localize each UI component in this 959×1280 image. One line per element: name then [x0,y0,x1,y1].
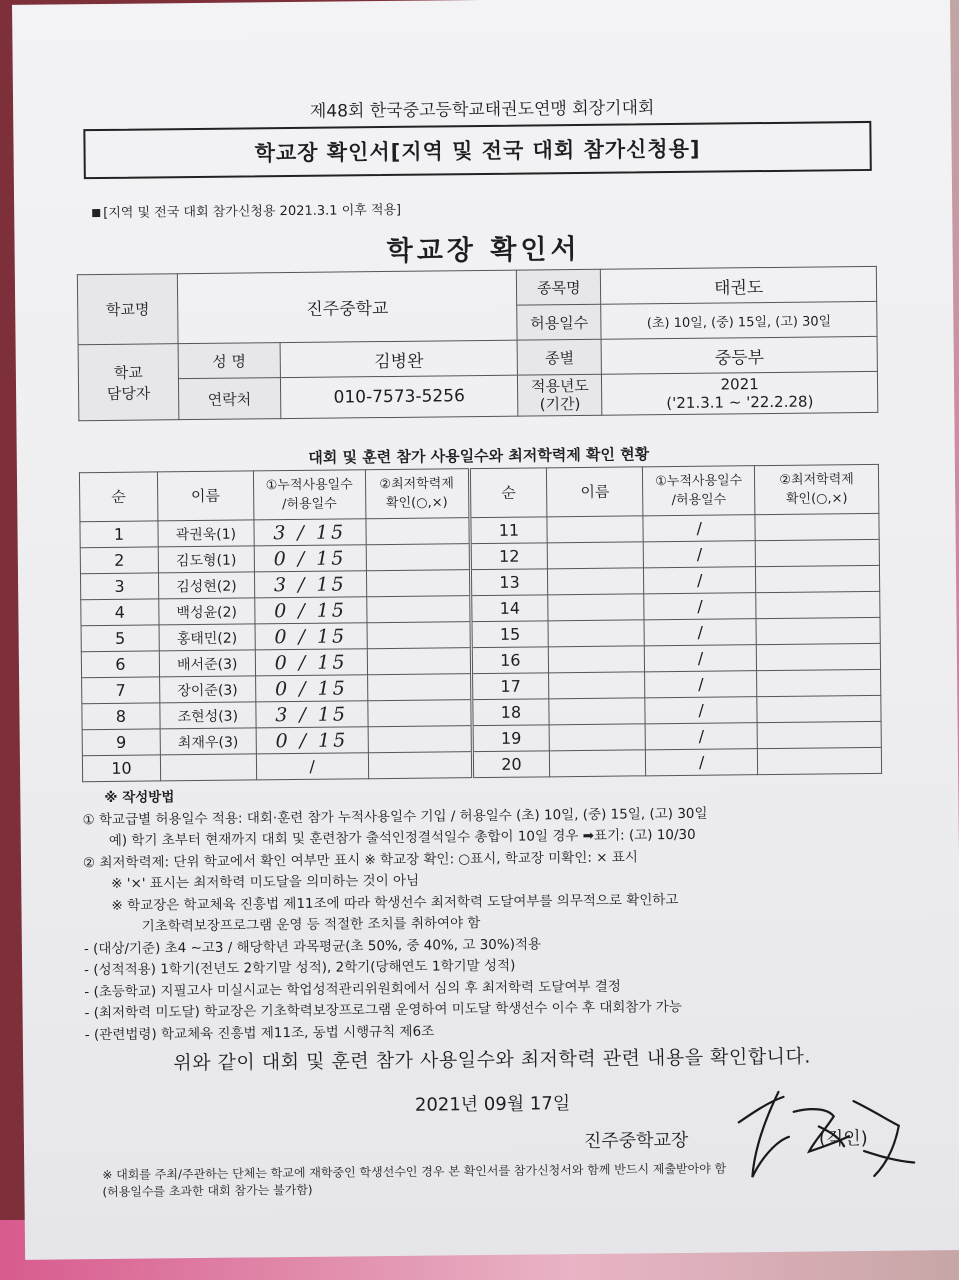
writing-method [82,780,895,1046]
row-name: 김성현(2) [158,572,254,599]
manager-label: 학교 담당자 [78,344,179,421]
document-date: 2021년 09월 17일 [414,1093,571,1116]
row-academic [367,622,471,649]
contact-label: 연락처 [178,378,280,420]
boxed-title: 학교장 확인서[지역 및 전국 대회 참가신청용] [83,121,871,179]
footnote-line: (허용일수를 초과한 대회 참가는 불가함) [102,1182,313,1200]
method-line: - (최저학력 미도달) 학교장은 기초학력보장프로그램 운영하여 미도달 학생선수 이수 후 대회참가 가능 [84,998,682,1022]
row-name [549,672,645,699]
participation-table [79,464,882,782]
row-academic [757,669,881,696]
row-name: 조현성(3) [160,702,256,729]
row-no: 5 [81,625,159,652]
year-label: 적용년도 (기간) [518,374,602,416]
allowed-value: (초) 10일, (중) 15일, (고) 30일 [601,301,877,339]
row-name: 곽권욱(1) [158,520,254,547]
row-academic [368,752,472,779]
row-name [548,620,644,647]
document-title: 학교장 확인서 [386,233,581,268]
school-value: 진주중학교 [177,270,517,344]
document-paper [12,0,959,1260]
row-name [548,542,644,569]
official-seal-label: (직인) [818,1128,868,1150]
row-name: 백성윤(2) [159,598,255,625]
row-name: 김도형(1) [158,546,254,573]
col-name: 이름 [157,471,253,521]
row-academic [367,648,471,675]
square-bullet-icon [92,209,100,217]
row-name: 장이준(3) [159,676,255,703]
row-name [548,594,644,621]
col-no-right: 순 [469,468,547,518]
row-academic [756,617,880,644]
footnote-line: ※ 대회를 주최/주관하는 단체는 학교에 재학중인 학생선수인 경우 본 확인서를 참가신청서와 함께 반드시 제출받아야 함 [102,1161,727,1183]
method-line: - (관련법령) 학교체육 진흥법 제11조, 동법 시행규칙 제6조 [84,1023,435,1043]
row-no: 16 [471,647,549,674]
section-title: 대회 및 훈련 참가 사용일수와 최저학력제 확인 현황 [308,445,650,467]
row-no: 20 [472,751,550,778]
contact-value: 010-7573-5256 [280,375,518,418]
row-academic [367,674,471,701]
row-days: / [646,749,758,776]
row-name [548,568,644,595]
confirmation-statement: 위와 같이 대회 및 훈련 참가 사용일수와 최저학력 관련 내용을 확인합니다. [173,1045,811,1075]
method-line: 예) 학기 초부터 현재까지 대회 및 훈련참가 출석인정결석일수 총합이 10일 경우 ➡표기: (고) 10/30 [108,826,696,849]
row-academic [757,747,881,774]
col-academic-right: ②최저학력제 확인(○,×) [754,464,878,514]
manager-name: 김병완 [280,340,518,377]
row-days: 0 / 15 [256,727,368,754]
event-title: 제48회 한국중고등학교태권도연맹 회장기대회 [309,98,655,122]
col-days-right: ①누적사용일수 /허용일수 [643,466,755,516]
col-academic: ②최저학력제 확인(○,×) [365,469,469,519]
division-label: 종별 [517,339,601,375]
row-no: 12 [470,543,548,570]
row-days: / [644,619,756,646]
row-no: 6 [81,651,159,678]
row-days: 3 / 15 [254,519,366,546]
row-no: 17 [471,673,549,700]
method-line: - (성적적용) 1학기(전년도 2학기말 성적), 2학기(당해연도 1학기말 성적) [84,957,516,979]
row-no: 13 [470,569,548,596]
row-academic [367,700,471,727]
method-line: ※ 학교장은 학교체육 진흥법 제11조에 따라 학생선수 최저학력 도달여부를 의무적으로 확인하고 [111,891,679,914]
row-name: 최재우(3) [160,728,256,755]
row-name: 배서준(3) [159,650,255,677]
row-academic [757,695,881,722]
method-heading: ※ 작성방법 [104,789,175,806]
year-value: 2021 ('21.3.1 ~ '22.2.28) [602,371,878,415]
row-days: / [644,593,756,620]
row-days: 3 / 15 [256,701,368,728]
sport-value: 태권도 [601,266,877,304]
row-academic [755,513,879,540]
row-no: 14 [470,595,548,622]
row-days: / [643,541,755,568]
row-no: 18 [471,699,549,726]
row-days: 0 / 15 [254,545,366,572]
row-days: 0 / 15 [255,623,367,650]
row-name [160,754,256,781]
row-no: 9 [82,729,160,756]
division-value: 중등부 [601,336,877,374]
row-no: 15 [471,621,549,648]
method-line: ① 학교급별 허용일수 적용: 대회·훈련 참가 누적사용일수 기입 / 허용일수 (초) 10일, (중) 15일, (고) 30일 [82,805,708,828]
row-days: 0 / 15 [255,649,367,676]
row-no: 8 [82,703,160,730]
footnote [102,1158,922,1201]
signer-title: 진주중학교장 [583,1129,689,1152]
row-days: / [645,723,757,750]
row-no: 19 [472,725,550,752]
row-academic [366,570,470,597]
row-academic [757,721,881,748]
name-label: 성 명 [178,343,280,379]
row-name [549,698,645,725]
form-note: [지역 및 전국 대회 참가신청용 2021.3.1 이후 적용] [92,199,401,221]
row-days: 0 / 15 [255,675,367,702]
row-no: 4 [81,599,159,626]
row-days: / [645,697,757,724]
method-line: ② 최저학력제: 단위 학교에서 확인 여부만 표시 ※ 학교장 확인: ○표시, 학교장 미확인: × 표시 [82,848,638,871]
row-academic [366,544,470,571]
col-name-right: 이름 [547,467,643,517]
method-line: - (초등학교) 지필고사 미실시교는 학업성적관리위원회에서 심의 후 최저학력 도달여부 결정 [84,978,621,1000]
info-table [77,266,878,421]
row-no: 11 [469,517,547,544]
allowed-label: 허용일수 [517,304,601,340]
sport-label: 종목명 [517,269,601,305]
row-days: / [645,645,757,672]
row-name: 홍태민(2) [159,624,255,651]
row-no: 7 [82,677,160,704]
row-days: / [644,567,756,594]
row-days: / [256,753,368,780]
method-line: - (대상/기준) 초4 ~고3 / 해당학년 과목평균(초 50%, 중 40%, 고 30%)적용 [83,935,542,957]
row-name [549,724,645,751]
row-no: 3 [80,573,158,600]
col-no: 순 [79,472,157,522]
row-name [547,516,643,543]
row-name [549,646,645,673]
school-label: 학교명 [77,274,178,345]
row-academic [755,539,879,566]
row-days: 3 / 15 [254,571,366,598]
row-academic [756,591,880,618]
row-days: / [643,515,755,542]
row-academic [756,643,880,670]
row-days: 0 / 15 [254,597,366,624]
row-name [550,750,646,777]
row-days: / [645,671,757,698]
row-no: 10 [82,755,160,782]
row-no: 1 [80,521,158,548]
method-line: 기초학력보장프로그램 운영 등 적절한 조치를 취하여야 함 [141,915,481,935]
row-no: 2 [80,547,158,574]
method-line: ※ '×' 표시는 최저학력 미도달을 의미하는 것이 아님 [111,872,420,892]
row-academic [756,565,880,592]
row-academic [366,518,470,545]
row-academic [366,596,470,623]
row-academic [368,726,472,753]
col-days: ①누적사용일수 /허용일수 [253,470,365,520]
